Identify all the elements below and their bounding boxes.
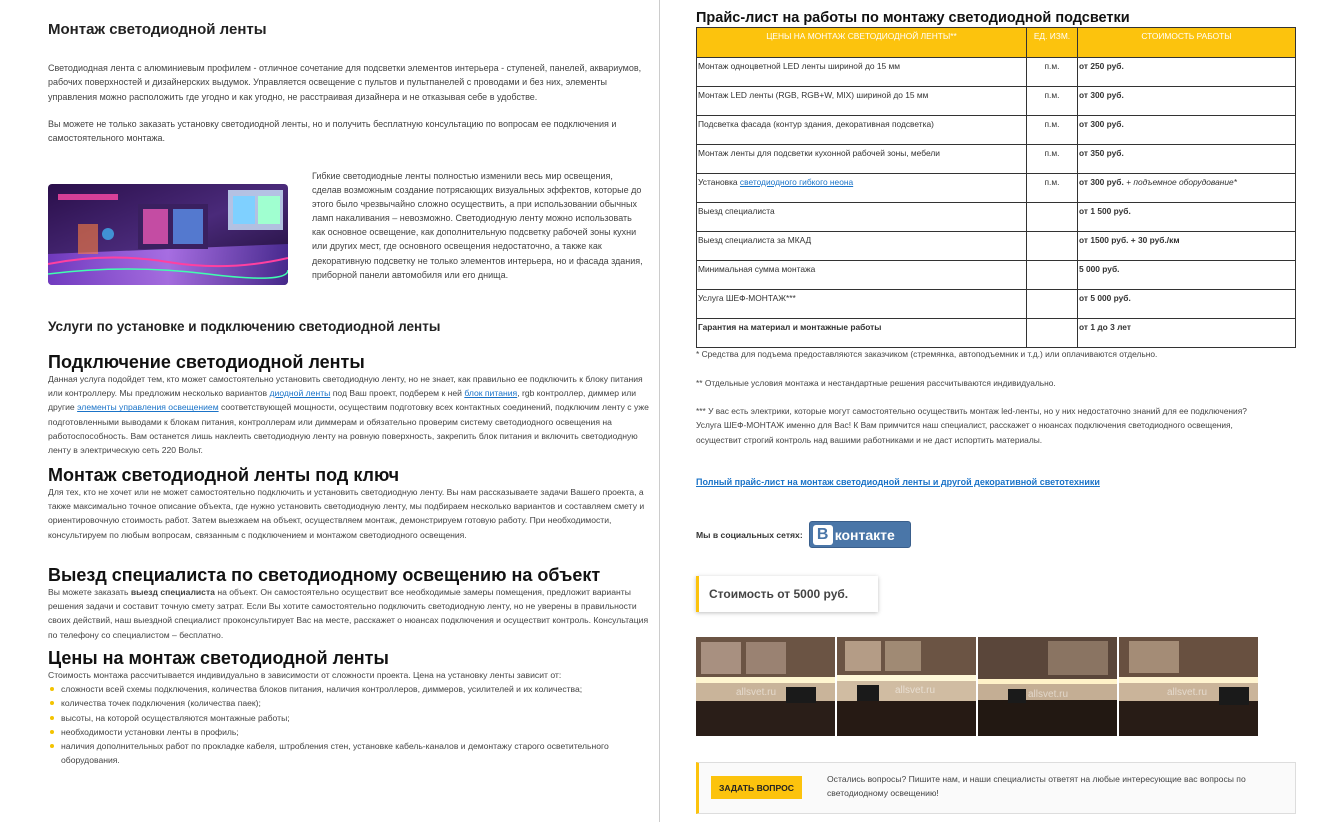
row-unit	[1027, 232, 1078, 261]
list-item: высоты, на которой осуществляются монтажные работы;	[48, 711, 650, 725]
table-row	[697, 174, 1296, 203]
watermark-text: allsvet.ru	[1167, 687, 1208, 698]
table-row	[697, 290, 1296, 319]
kitchen-gallery	[696, 637, 1258, 736]
text-part: Вы можете заказать	[48, 587, 131, 597]
power-supply-link[interactable]: блок питания	[464, 388, 518, 399]
row-price: от 1 до 3 лет	[1078, 319, 1296, 348]
row-price: 5 000 руб.	[1078, 261, 1296, 290]
row-price-text: от 300 руб.	[1079, 177, 1124, 187]
row-unit	[1027, 261, 1078, 290]
ask-question-text: Остались вопросы? Пишите нам, и наши специалисты ответят на любые интересующие вас вопросы по светодиодному освещению!	[827, 774, 1246, 798]
row-unit	[1027, 319, 1078, 348]
header-unit: ЕД. ИЗМ.	[1027, 28, 1078, 58]
row-name: Монтаж LED ленты (RGB, RGB+W, MIX) шириной до 15 мм	[697, 87, 1027, 116]
price-factors-list	[48, 682, 650, 767]
text-bold: выезд специалиста	[130, 587, 215, 597]
table-header-row	[697, 28, 1296, 58]
vkontakte-button[interactable]	[809, 521, 911, 548]
section-visit	[48, 565, 650, 642]
table-row	[697, 87, 1296, 116]
full-price-list-link[interactable]: Полный прайс-лист на монтаж светодиодной ленты и другой декоративной светотехники	[696, 477, 1100, 487]
table-row	[697, 319, 1296, 348]
row-price: от 350 руб.	[1078, 145, 1296, 174]
price-table	[696, 27, 1296, 348]
ask-question-button[interactable]: ЗАДАТЬ ВОПРОС	[711, 776, 802, 799]
row-price: от 1500 руб. + 30 руб./км	[1078, 232, 1296, 261]
row-name: Монтаж одноцветной LED ленты шириной до 15 мм	[697, 58, 1027, 87]
kitchen-photo[interactable]	[837, 637, 976, 736]
club-interior-image	[48, 184, 288, 285]
section-connection-text	[48, 372, 650, 457]
price-list-title: Прайс-лист на работы по монтажу светодиодной подсветки	[696, 10, 1130, 26]
row-name	[697, 174, 1027, 203]
row-unit: п.м.	[1027, 116, 1078, 145]
text-part: на объект. Он самостоятельно осуществит все необходимые замеры помещения, предложит варианты решения задачи и составит точную смету затрат. Если Вы хотите самостоятельно подключить светодиодную ленту, но не уверены в правильности своих действий, наш выездной специалист проконсультирует Вас на месте, расскажет о нюансах подключения и осуществит контроль. Консультация по телефону со специалистом – бесплатно.	[48, 587, 649, 640]
intro-paragraph: Светодиодная лента с алюминиевым профилем - отличное сочетание для подсветки элементов интерьера - ступеней, панелей, аквариумов, рабочих поверхностей и дизайнерских выдумок. Управляется освещение с пультов и пультпанелей с проводами и без них, элементы управления можно расположить где угодно и как угодно, не расстраивая дизайнера и не отказывая себе в удобстве.	[48, 63, 642, 102]
row-price-note: + подъемное оборудование*	[1123, 177, 1237, 187]
text-part: соответствующей мощности, осуществим подготовку всех контактных соединений, подключим ленту с уже подготовленными выводами к блокам питания, контроллерам или диммерам и обязательно проверим систему светодиодного освещения на работоспособность. Вам останется лишь наклеить светодиодную ленту на ровную поверхность, закрепить блок питания и включить светодиодную ленту в электрическую сеть 220 Вольт.	[48, 402, 649, 456]
left-column	[0, 0, 660, 822]
section-visit-text	[48, 585, 650, 642]
footnote-chef-montage: *** У вас есть электрики, которые могут самостоятельно осуществить монтаж led-ленты, но у них недостаточно знаний для ее подключения? Услуга ШЕФ-МОНТАЖ именно для Вас! К Вам примчится наш специалист, расскажет о нюансах подключения светодиодного освещения, осуществит строгий контроль над вашими работниками и не даст испортить материалы.	[696, 406, 1247, 445]
vk-logo-icon: В	[813, 525, 833, 545]
lighting-control-link[interactable]: элементы управления освещением	[77, 402, 219, 413]
consultation-paragraph: Вы можете не только заказать установку светодиодной ленты, но и получить бесплатную консультацию по вопросам ее подключения и самостоятельного монтажа.	[48, 119, 617, 144]
flexible-strips-paragraph: Гибкие светодиодные ленты полностью изменили весь мир освещения, сделав возможным создание потрясающих визуальных эффектов, которые до этого было чрезвычайно сложно осуществить, а при использовании обычных ламп накаливания – невозможно. Светодиодную ленту можно использовать как основное освещение, как дополнительную подсветку рабочей зоны кухни или других мест, где основного освещения недостаточно, а также как декоративную подсветку не только элементов интерьера, но и фасада здания, приборной панели автомобиля или его днища.	[312, 171, 643, 280]
diode-strip-link[interactable]: диодной ленты	[269, 388, 331, 399]
row-name: Гарантия на материал и монтажные работы	[697, 319, 1027, 348]
header-service: ЦЕНЫ НА МОНТАЖ СВЕТОДИОДНОЙ ЛЕНТЫ**	[697, 28, 1027, 58]
social-label: Мы в социальных сетях:	[696, 529, 803, 540]
table-row	[697, 145, 1296, 174]
row-name: Минимальная сумма монтажа	[697, 261, 1027, 290]
list-item: наличия дополнительных работ по прокладке кабеля, штробления стен, установке кабель-каналов и демонтажу старого осветительного оборудования.	[48, 739, 650, 767]
text-part: , rgb контроллер, диммер или другие	[48, 388, 637, 413]
row-name: Услуга ШЕФ-МОНТАЖ***	[697, 290, 1027, 319]
section-turnkey-text: Для тех, кто не хочет или не может самостоятельно подключить и установить светодиодную ленту. Вы нам рассказываете задачи Вашего проекта, а также максимально точное описание объекта, где нужно установить светодиодную ленту, мы подбираем несколько вариантов и составляем смету и ориентировочную стоимость работ. Затем выезжаем на объект, осуществляем монтаж, демонстрируем готовую работу. При необходимости, консультируем по любым вопросам, связанным с подключением и монтажом светодиодного освещения.	[48, 487, 645, 540]
header-cost: СТОИМОСТЬ РАБОТЫ	[1078, 28, 1296, 58]
row-unit: п.м.	[1027, 87, 1078, 116]
cost-badge: Стоимость от 5000 руб.	[696, 576, 878, 612]
section-prices	[48, 648, 650, 767]
social-block	[696, 521, 911, 548]
row-name: Монтаж ленты для подсветки кухонной рабочей зоны, мебели	[697, 145, 1027, 174]
row-price: от 300 руб.	[1078, 116, 1296, 145]
flexible-neon-link[interactable]: светодиодного гибкого неона	[739, 177, 854, 187]
text-part: Данная услуга подойдет тем, кто может самостоятельно установить светодиодную ленту, но не знает, как правильно ее подключить к блоку питания или контроллеру. Мы предложим несколько вариантов	[48, 374, 643, 399]
section-prices-text: Стоимость монтажа рассчитывается индивидуально в зависимости от сложности проекта. Цена на установку ленты зависит от:	[48, 670, 562, 680]
section-turnkey-title: Монтаж светодиодной ленты под ключ	[48, 465, 400, 485]
row-price	[1078, 174, 1296, 203]
table-row	[697, 203, 1296, 232]
section-connection-title: Подключение светодиодной ленты	[48, 352, 365, 372]
ask-question-block	[696, 762, 1296, 814]
services-heading: Услуги по установке и подключению светодиодной ленты	[48, 319, 441, 334]
table-row	[697, 116, 1296, 145]
row-unit: п.м.	[1027, 58, 1078, 87]
row-name: Подсветка фасада (контур здания, декоративная подсветка)	[697, 116, 1027, 145]
row-name: Выезд специалиста	[697, 203, 1027, 232]
section-connection	[48, 352, 650, 457]
kitchen-photo[interactable]	[978, 637, 1117, 736]
row-name: Выезд специалиста за МКАД	[697, 232, 1027, 261]
table-row	[697, 58, 1296, 87]
footnote-lifting: * Средства для подъема предоставляются заказчиком (стремянка, автоподъемник и т.д.) или оплачиваются отдельно.	[696, 349, 1158, 359]
row-price: от 250 руб.	[1078, 58, 1296, 87]
row-unit: п.м.	[1027, 145, 1078, 174]
row-price: от 5 000 руб.	[1078, 290, 1296, 319]
row-price: от 1 500 руб.	[1078, 203, 1296, 232]
section-turnkey	[48, 465, 650, 542]
text-part: под Ваш проект, подберем к ней	[330, 388, 465, 399]
list-item: необходимости установки ленты в профиль;	[48, 725, 650, 739]
section-visit-title: Выезд специалиста по светодиодному освещению на объект	[48, 565, 601, 585]
kitchen-photo[interactable]	[1119, 637, 1258, 736]
list-item: количества точек подключения (количества паек);	[48, 696, 650, 710]
list-item: сложности всей схемы подключения, количества блоков питания, наличия контроллеров, диммеров, усилителей и их количества;	[48, 682, 650, 696]
watermark-text: allsvet.ru	[895, 685, 936, 696]
row-name-text: Установка	[698, 177, 740, 187]
footnote-conditions: ** Отдельные условия монтажа и нестандартные решения рассчитываются индивидуально.	[696, 378, 1056, 388]
kitchen-photo[interactable]	[696, 637, 835, 736]
table-row	[697, 232, 1296, 261]
watermark-text: allsvet.ru	[736, 687, 777, 698]
row-unit	[1027, 290, 1078, 319]
section-prices-title: Цены на монтаж светодиодной ленты	[48, 648, 389, 668]
watermark-text: allsvet.ru	[1028, 689, 1069, 700]
row-price: от 300 руб.	[1078, 87, 1296, 116]
page-title: Монтаж светодиодной ленты	[48, 21, 267, 38]
table-row	[697, 261, 1296, 290]
row-unit: п.м.	[1027, 174, 1078, 203]
vk-text: контакте	[834, 526, 895, 543]
row-unit	[1027, 203, 1078, 232]
